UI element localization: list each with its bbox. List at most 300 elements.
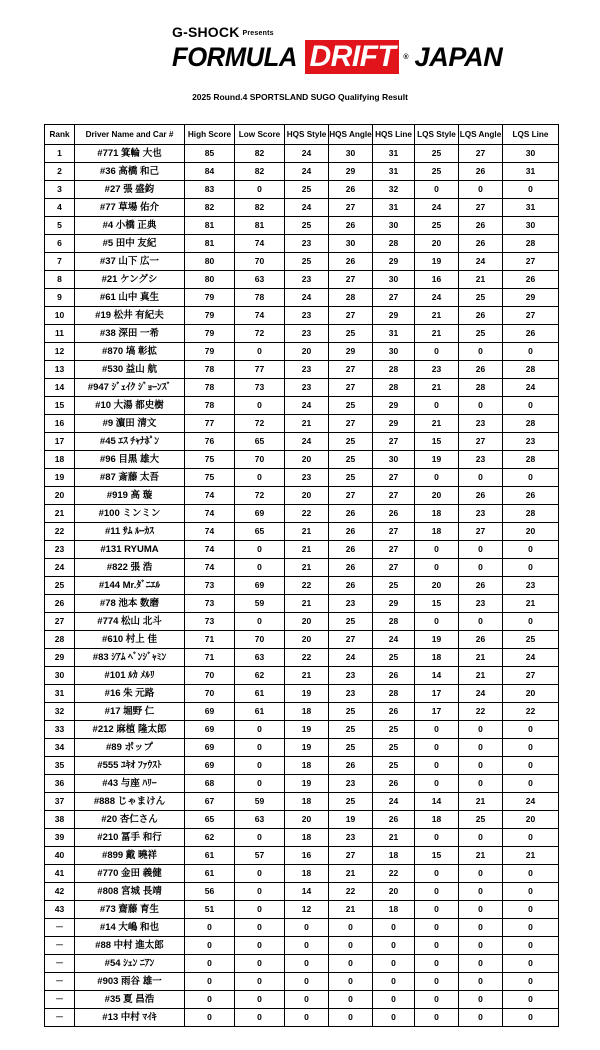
cell-lqs-line: 0 — [503, 541, 559, 559]
cell-hqs-line: 18 — [373, 901, 415, 919]
cell-lqs-style: 0 — [415, 181, 459, 199]
table-row — [45, 433, 559, 451]
cell-rank: 43 — [45, 901, 75, 919]
cell-hqs-style: 23 — [285, 469, 329, 487]
cell-rank: 9 — [45, 289, 75, 307]
table-row — [45, 595, 559, 613]
cell-hqs-line: 25 — [373, 721, 415, 739]
cell-hqs-style: 20 — [285, 451, 329, 469]
cell-hqs-line: 29 — [373, 595, 415, 613]
cell-lqs-style: 21 — [415, 307, 459, 325]
cell-low-score: 59 — [235, 793, 285, 811]
cell-hqs-line: 26 — [373, 667, 415, 685]
cell-hqs-line: 0 — [373, 973, 415, 991]
cell-hqs-style: 23 — [285, 325, 329, 343]
table-row — [45, 235, 559, 253]
cell-rank: 5 — [45, 217, 75, 235]
cell-driver-name: #4 小橋 正典 — [75, 217, 185, 235]
results-table — [44, 124, 559, 1027]
cell-lqs-style: 20 — [415, 487, 459, 505]
cell-driver-name: #21 ケングシ — [75, 271, 185, 289]
cell-lqs-angle: 26 — [459, 577, 503, 595]
cell-hqs-style: 19 — [285, 721, 329, 739]
cell-lqs-style: 0 — [415, 343, 459, 361]
cell-hqs-line: 28 — [373, 379, 415, 397]
table-row — [45, 361, 559, 379]
cell-driver-name: #16 朱 元路 — [75, 685, 185, 703]
cell-low-score: 73 — [235, 379, 285, 397]
cell-hqs-angle: 27 — [329, 271, 373, 289]
cell-rank: 37 — [45, 793, 75, 811]
cell-hqs-angle: 27 — [329, 361, 373, 379]
cell-rank: 38 — [45, 811, 75, 829]
cell-lqs-angle: 0 — [459, 883, 503, 901]
cell-lqs-angle: 27 — [459, 145, 503, 163]
formula-drift-japan-logo — [172, 40, 503, 74]
cell-high-score: 77 — [185, 415, 235, 433]
cell-lqs-angle: 0 — [459, 541, 503, 559]
cell-hqs-style: 24 — [285, 199, 329, 217]
cell-lqs-style: 20 — [415, 235, 459, 253]
cell-lqs-style: 14 — [415, 667, 459, 685]
cell-hqs-angle: 0 — [329, 937, 373, 955]
table-row — [45, 631, 559, 649]
cell-lqs-style: 0 — [415, 973, 459, 991]
cell-high-score: 0 — [185, 955, 235, 973]
cell-hqs-angle: 26 — [329, 577, 373, 595]
cell-hqs-line: 20 — [373, 883, 415, 901]
cell-hqs-angle: 27 — [329, 631, 373, 649]
cell-lqs-line: 25 — [503, 631, 559, 649]
table-row — [45, 811, 559, 829]
cell-rank: 18 — [45, 451, 75, 469]
cell-lqs-style: 0 — [415, 883, 459, 901]
cell-low-score: 0 — [235, 397, 285, 415]
cell-hqs-line: 28 — [373, 685, 415, 703]
cell-hqs-line: 30 — [373, 451, 415, 469]
cell-hqs-style: 25 — [285, 181, 329, 199]
cell-lqs-line: 22 — [503, 703, 559, 721]
cell-lqs-angle: 22 — [459, 703, 503, 721]
cell-lqs-line: 0 — [503, 973, 559, 991]
cell-lqs-angle: 0 — [459, 469, 503, 487]
table-row — [45, 379, 559, 397]
cell-low-score: 0 — [235, 1009, 285, 1027]
cell-hqs-angle: 23 — [329, 829, 373, 847]
cell-low-score: 59 — [235, 595, 285, 613]
cell-lqs-line: 20 — [503, 685, 559, 703]
cell-rank: 23 — [45, 541, 75, 559]
cell-low-score: 0 — [235, 829, 285, 847]
cell-rank: 14 — [45, 379, 75, 397]
cell-lqs-style: 17 — [415, 703, 459, 721]
cell-lqs-line: 28 — [503, 415, 559, 433]
cell-driver-name: #96 目黒 雄大 — [75, 451, 185, 469]
cell-hqs-line: 31 — [373, 163, 415, 181]
cell-hqs-angle: 26 — [329, 505, 373, 523]
cell-hqs-line: 24 — [373, 631, 415, 649]
cell-high-score: 71 — [185, 649, 235, 667]
cell-lqs-style: 25 — [415, 163, 459, 181]
cell-lqs-style: 24 — [415, 199, 459, 217]
cell-low-score: 57 — [235, 847, 285, 865]
cell-hqs-angle: 24 — [329, 649, 373, 667]
cell-driver-name: #45 ｴｽ ﾁｬﾅﾎﾟﾝ — [75, 433, 185, 451]
cell-low-score: 0 — [235, 613, 285, 631]
cell-driver-name: #27 張 盛鈞 — [75, 181, 185, 199]
cell-lqs-style: 23 — [415, 361, 459, 379]
cell-hqs-angle: 27 — [329, 307, 373, 325]
cell-hqs-style: 18 — [285, 865, 329, 883]
cell-high-score: 79 — [185, 307, 235, 325]
column-header-driver-name: Driver Name and Car # — [75, 125, 185, 145]
cell-lqs-angle: 26 — [459, 487, 503, 505]
cell-rank: 16 — [45, 415, 75, 433]
cell-high-score: 80 — [185, 253, 235, 271]
cell-hqs-angle: 25 — [329, 703, 373, 721]
cell-lqs-line: 24 — [503, 379, 559, 397]
cell-low-score: 0 — [235, 757, 285, 775]
cell-hqs-angle: 21 — [329, 901, 373, 919]
cell-low-score: 72 — [235, 325, 285, 343]
cell-lqs-style: 0 — [415, 559, 459, 577]
cell-lqs-line: 0 — [503, 739, 559, 757]
cell-hqs-style: 21 — [285, 559, 329, 577]
cell-rank: 1 — [45, 145, 75, 163]
table-row — [45, 307, 559, 325]
table-row — [45, 217, 559, 235]
cell-hqs-angle: 27 — [329, 379, 373, 397]
cell-lqs-line: 24 — [503, 793, 559, 811]
cell-low-score: 63 — [235, 811, 285, 829]
table-row — [45, 955, 559, 973]
cell-lqs-angle: 0 — [459, 181, 503, 199]
cell-high-score: 69 — [185, 721, 235, 739]
cell-high-score: 82 — [185, 199, 235, 217]
cell-hqs-style: 24 — [285, 163, 329, 181]
cell-rank: 12 — [45, 343, 75, 361]
cell-low-score: 61 — [235, 685, 285, 703]
column-header-lqs-line: LQS Line — [503, 125, 559, 145]
cell-high-score: 74 — [185, 505, 235, 523]
table-row — [45, 847, 559, 865]
cell-low-score: 70 — [235, 253, 285, 271]
cell-high-score: 61 — [185, 865, 235, 883]
cell-hqs-style: 22 — [285, 505, 329, 523]
cell-lqs-line: 20 — [503, 523, 559, 541]
column-header-high-score: High Score — [185, 125, 235, 145]
cell-high-score: 0 — [185, 937, 235, 955]
cell-hqs-style: 19 — [285, 775, 329, 793]
cell-lqs-line: 21 — [503, 595, 559, 613]
cell-lqs-angle: 0 — [459, 829, 503, 847]
cell-lqs-style: 14 — [415, 793, 459, 811]
cell-rank: 31 — [45, 685, 75, 703]
cell-hqs-line: 25 — [373, 739, 415, 757]
cell-driver-name: #555 ﾕｷｵ ﾌｧｳｽﾄ — [75, 757, 185, 775]
cell-hqs-angle: 25 — [329, 433, 373, 451]
cell-lqs-angle: 0 — [459, 955, 503, 973]
cell-high-score: 51 — [185, 901, 235, 919]
cell-low-score: 0 — [235, 937, 285, 955]
cell-rank: － — [45, 919, 75, 937]
cell-lqs-line: 0 — [503, 775, 559, 793]
cell-lqs-line: 27 — [503, 307, 559, 325]
column-header-hqs-line: HQS Line — [373, 125, 415, 145]
table-row — [45, 289, 559, 307]
cell-rank: 22 — [45, 523, 75, 541]
cell-high-score: 71 — [185, 631, 235, 649]
cell-hqs-style: 23 — [285, 235, 329, 253]
cell-hqs-line: 26 — [373, 703, 415, 721]
cell-low-score: 0 — [235, 775, 285, 793]
cell-low-score: 0 — [235, 865, 285, 883]
cell-lqs-style: 15 — [415, 433, 459, 451]
cell-hqs-style: 24 — [285, 397, 329, 415]
cell-hqs-angle: 29 — [329, 163, 373, 181]
cell-lqs-style: 0 — [415, 829, 459, 847]
cell-low-score: 0 — [235, 739, 285, 757]
cell-hqs-angle: 21 — [329, 865, 373, 883]
cell-high-score: 73 — [185, 613, 235, 631]
cell-driver-name: #101 ﾙｶ ﾒﾙﾘ — [75, 667, 185, 685]
cell-hqs-angle: 26 — [329, 253, 373, 271]
table-body — [45, 145, 559, 1027]
table-row — [45, 523, 559, 541]
cell-rank: 28 — [45, 631, 75, 649]
cell-low-score: 61 — [235, 703, 285, 721]
cell-high-score: 0 — [185, 1009, 235, 1027]
cell-hqs-angle: 26 — [329, 541, 373, 559]
cell-driver-name: #212 麻植 隆太郎 — [75, 721, 185, 739]
cell-high-score: 73 — [185, 577, 235, 595]
cell-hqs-angle: 26 — [329, 523, 373, 541]
cell-lqs-angle: 25 — [459, 325, 503, 343]
table-row — [45, 739, 559, 757]
cell-rank: 42 — [45, 883, 75, 901]
cell-hqs-style: 12 — [285, 901, 329, 919]
cell-driver-name: #530 益山 航 — [75, 361, 185, 379]
cell-hqs-style: 0 — [285, 955, 329, 973]
cell-hqs-angle: 26 — [329, 559, 373, 577]
table-row — [45, 505, 559, 523]
table-row — [45, 181, 559, 199]
cell-lqs-style: 18 — [415, 505, 459, 523]
cell-hqs-line: 0 — [373, 937, 415, 955]
cell-lqs-angle: 21 — [459, 847, 503, 865]
cell-driver-name: #17 堀野 仁 — [75, 703, 185, 721]
cell-driver-name: #35 夏 昌浩 — [75, 991, 185, 1009]
cell-driver-name: #38 深田 一希 — [75, 325, 185, 343]
cell-lqs-line: 31 — [503, 163, 559, 181]
cell-low-score: 77 — [235, 361, 285, 379]
cell-driver-name: #903 雨谷 雄一 — [75, 973, 185, 991]
cell-lqs-line: 27 — [503, 667, 559, 685]
cell-rank: 32 — [45, 703, 75, 721]
cell-hqs-style: 23 — [285, 379, 329, 397]
cell-high-score: 0 — [185, 991, 235, 1009]
cell-hqs-line: 18 — [373, 847, 415, 865]
cell-driver-name: #19 松井 有紀夫 — [75, 307, 185, 325]
cell-hqs-style: 0 — [285, 1009, 329, 1027]
cell-driver-name: #9 濵田 清文 — [75, 415, 185, 433]
cell-rank: 25 — [45, 577, 75, 595]
cell-lqs-style: 0 — [415, 937, 459, 955]
cell-low-score: 69 — [235, 505, 285, 523]
table-row — [45, 865, 559, 883]
cell-low-score: 0 — [235, 181, 285, 199]
cell-lqs-angle: 27 — [459, 523, 503, 541]
cell-rank: 2 — [45, 163, 75, 181]
cell-lqs-line: 0 — [503, 1009, 559, 1027]
cell-lqs-line: 30 — [503, 145, 559, 163]
cell-rank: 26 — [45, 595, 75, 613]
cell-lqs-angle: 0 — [459, 757, 503, 775]
cell-driver-name: #888 じゃまけん — [75, 793, 185, 811]
cell-hqs-style: 21 — [285, 595, 329, 613]
cell-lqs-line: 0 — [503, 469, 559, 487]
cell-hqs-style: 14 — [285, 883, 329, 901]
cell-lqs-style: 18 — [415, 811, 459, 829]
table-row — [45, 721, 559, 739]
cell-lqs-angle: 0 — [459, 775, 503, 793]
cell-lqs-style: 21 — [415, 325, 459, 343]
cell-high-score: 74 — [185, 541, 235, 559]
cell-lqs-style: 0 — [415, 469, 459, 487]
cell-rank: 36 — [45, 775, 75, 793]
cell-driver-name: #20 杏仁さん — [75, 811, 185, 829]
cell-rank: 3 — [45, 181, 75, 199]
cell-rank: 20 — [45, 487, 75, 505]
cell-lqs-line: 31 — [503, 199, 559, 217]
cell-lqs-style: 19 — [415, 451, 459, 469]
cell-driver-name: #14 大嶋 和也 — [75, 919, 185, 937]
cell-lqs-angle: 26 — [459, 217, 503, 235]
cell-driver-name: #808 宮城 長靖 — [75, 883, 185, 901]
cell-high-score: 78 — [185, 361, 235, 379]
table-row — [45, 775, 559, 793]
cell-lqs-line: 0 — [503, 343, 559, 361]
cell-lqs-angle: 24 — [459, 253, 503, 271]
cell-hqs-style: 20 — [285, 811, 329, 829]
cell-driver-name: #73 齋藤 育生 — [75, 901, 185, 919]
cell-hqs-line: 27 — [373, 559, 415, 577]
cell-high-score: 75 — [185, 469, 235, 487]
cell-lqs-style: 19 — [415, 253, 459, 271]
cell-low-score: 0 — [235, 973, 285, 991]
cell-hqs-line: 29 — [373, 307, 415, 325]
cell-lqs-line: 27 — [503, 253, 559, 271]
cell-hqs-angle: 26 — [329, 757, 373, 775]
cell-lqs-line: 0 — [503, 901, 559, 919]
cell-hqs-angle: 29 — [329, 343, 373, 361]
cell-high-score: 61 — [185, 847, 235, 865]
cell-lqs-angle: 26 — [459, 235, 503, 253]
cell-lqs-line: 0 — [503, 613, 559, 631]
cell-hqs-line: 0 — [373, 1009, 415, 1027]
column-header-hqs-style: HQS Style — [285, 125, 329, 145]
cell-high-score: 62 — [185, 829, 235, 847]
cell-hqs-style: 19 — [285, 685, 329, 703]
cell-hqs-line: 25 — [373, 577, 415, 595]
cell-lqs-style: 25 — [415, 217, 459, 235]
header — [0, 0, 600, 128]
cell-lqs-line: 0 — [503, 955, 559, 973]
table-header-row — [45, 125, 559, 145]
cell-high-score: 78 — [185, 397, 235, 415]
cell-rank: 35 — [45, 757, 75, 775]
cell-driver-name: #610 村上 佳 — [75, 631, 185, 649]
cell-high-score: 78 — [185, 379, 235, 397]
cell-hqs-style: 20 — [285, 631, 329, 649]
cell-lqs-angle: 25 — [459, 289, 503, 307]
cell-lqs-style: 0 — [415, 397, 459, 415]
cell-hqs-style: 22 — [285, 577, 329, 595]
table-row — [45, 883, 559, 901]
table-row — [45, 613, 559, 631]
cell-hqs-line: 27 — [373, 541, 415, 559]
cell-lqs-angle: 28 — [459, 379, 503, 397]
cell-rank: － — [45, 973, 75, 991]
cell-hqs-angle: 25 — [329, 613, 373, 631]
cell-lqs-style: 0 — [415, 955, 459, 973]
cell-driver-name: #37 山下 広一 — [75, 253, 185, 271]
cell-lqs-angle: 0 — [459, 559, 503, 577]
cell-driver-name: #10 大湯 都史樹 — [75, 397, 185, 415]
cell-lqs-style: 16 — [415, 271, 459, 289]
cell-hqs-style: 16 — [285, 847, 329, 865]
cell-hqs-line: 31 — [373, 199, 415, 217]
table-row — [45, 415, 559, 433]
cell-lqs-angle: 26 — [459, 163, 503, 181]
cell-lqs-angle: 26 — [459, 307, 503, 325]
table-row — [45, 1009, 559, 1027]
cell-hqs-style: 20 — [285, 343, 329, 361]
cell-driver-name: #899 戴 曉祥 — [75, 847, 185, 865]
cell-high-score: 69 — [185, 703, 235, 721]
cell-lqs-style: 19 — [415, 631, 459, 649]
table-row — [45, 649, 559, 667]
cell-hqs-style: 21 — [285, 415, 329, 433]
cell-lqs-angle: 24 — [459, 685, 503, 703]
cell-rank: － — [45, 991, 75, 1009]
cell-high-score: 80 — [185, 271, 235, 289]
cell-lqs-style: 0 — [415, 775, 459, 793]
cell-lqs-line: 0 — [503, 721, 559, 739]
logo-japan: JAPAN — [414, 41, 503, 72]
cell-rank: 33 — [45, 721, 75, 739]
cell-lqs-line: 28 — [503, 505, 559, 523]
cell-driver-name: #36 高橋 和己 — [75, 163, 185, 181]
cell-low-score: 62 — [235, 667, 285, 685]
cell-hqs-style: 0 — [285, 991, 329, 1009]
table-row — [45, 325, 559, 343]
cell-rank: － — [45, 937, 75, 955]
cell-driver-name: #771 箕輪 大也 — [75, 145, 185, 163]
cell-low-score: 82 — [235, 145, 285, 163]
cell-hqs-line: 0 — [373, 991, 415, 1009]
cell-low-score: 78 — [235, 289, 285, 307]
cell-hqs-line: 29 — [373, 397, 415, 415]
cell-driver-name: #61 山中 真生 — [75, 289, 185, 307]
cell-hqs-angle: 30 — [329, 235, 373, 253]
cell-hqs-line: 29 — [373, 415, 415, 433]
cell-hqs-angle: 28 — [329, 289, 373, 307]
cell-driver-name: #822 張 浩 — [75, 559, 185, 577]
table-row — [45, 343, 559, 361]
table-row — [45, 991, 559, 1009]
cell-low-score: 65 — [235, 433, 285, 451]
